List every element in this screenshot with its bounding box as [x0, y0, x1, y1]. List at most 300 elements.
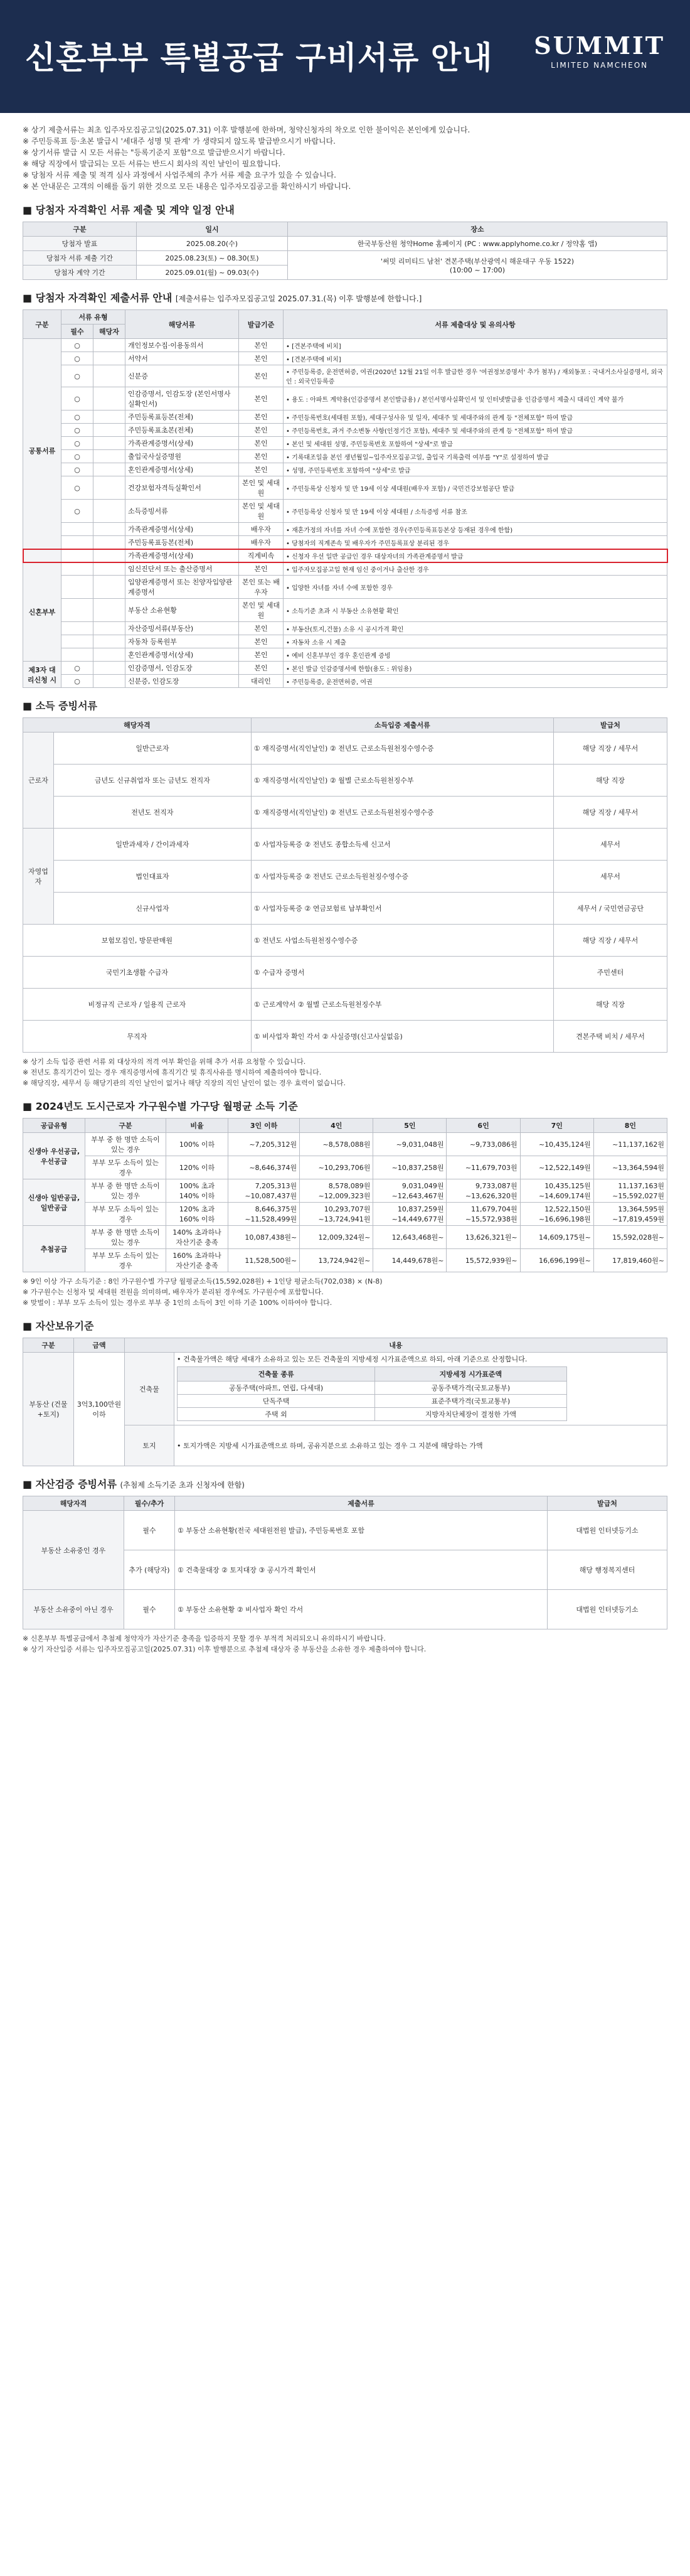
building-table: 건축물 종류 지방세정 시가표준액 공동주택(아파트, 연립, 다세대) 공동주택가격(국토교통부) 단독주택 표준주택가격(국토교통부) 주택 외 지방자치단체장이 결정한 가액	[177, 1366, 567, 1421]
issuer: 배우자	[239, 536, 284, 549]
schedule-label: 당첨자 계약 기간	[23, 266, 137, 280]
asset-sub: 토지	[125, 1425, 174, 1466]
asset-desc: • 토지가액은 지방세 시가표준액으로 하며, 공유지분으로 소유하고 있는 경우 그 지분에 해당하는 가액	[174, 1425, 667, 1466]
notice-list	[23, 124, 667, 192]
table-row	[23, 339, 667, 352]
doc-name: 신분증	[125, 365, 239, 387]
case-mark	[93, 635, 125, 648]
income-issuer: 주민센터	[554, 957, 667, 989]
income-limit: ~10,435,124원	[520, 1133, 593, 1156]
table-row	[23, 1133, 667, 1156]
doc-note: • 신청자 우선 일반 공급인 경우 대상자녀의 가족관계증명서 발급	[284, 549, 667, 562]
doc-name: 자산증빙서류(부동산)	[125, 622, 239, 635]
table-row	[23, 251, 667, 266]
income-limit: 9,733,087원~13,626,320원	[447, 1179, 520, 1203]
table-row	[23, 662, 667, 675]
table-row	[23, 450, 667, 463]
doc-note: • 부동산(토지,건물) 소유 시 공시가격 확인	[284, 622, 667, 635]
income-docs: ① 재직증명서(직인날인) ② 전년도 근로소득원천징수영수증	[251, 733, 553, 765]
doc-name: 건강보험자격득실확인서	[125, 476, 239, 500]
income-issuer: 해당 직장	[554, 989, 667, 1021]
earner-type: 부부 중 한 명만 소득이 있는 경우	[85, 1133, 166, 1156]
income-limit: ~11,679,703원	[447, 1156, 520, 1179]
must-mark: ○	[61, 411, 93, 424]
table-row	[23, 797, 667, 829]
asset-status: 부동산 소유중인 경우	[23, 1511, 124, 1590]
doc-name: 인감증명서, 인감도장	[125, 662, 239, 675]
must-mark	[61, 523, 93, 536]
col-header: 7인	[520, 1119, 593, 1133]
col-header: 발급처	[554, 718, 667, 733]
table-row	[23, 599, 667, 622]
note-line: ※ 해당 직장에서 발급되는 모든 서류는 반드시 회사의 직인 날인이 필요합니다.	[23, 159, 281, 168]
income-limit: 17,819,460원~	[593, 1249, 667, 1272]
income-limit: 13,724,942원~	[300, 1249, 373, 1272]
income-issuer: 견본주택 비치 / 세무서	[554, 1021, 667, 1053]
doc-name: 인감증명서, 인감도장 (본인서명사실확인서)	[125, 387, 239, 411]
table-row	[23, 576, 667, 599]
col-header: 4인	[300, 1119, 373, 1133]
income-limit: 15,592,028원~	[593, 1226, 667, 1249]
earner-type: 부부 모두 소득이 있는 경우	[85, 1249, 166, 1272]
issuer: 배우자	[239, 523, 284, 536]
doc-name: 혼인관계증명서(상세)	[125, 463, 239, 476]
table-row	[23, 1353, 667, 1425]
doc-name: 주민등록표등본(전체)	[125, 536, 239, 549]
must-mark: ○	[61, 424, 93, 437]
req-kind: 추가 (해당자)	[124, 1550, 175, 1590]
must-mark: ○	[61, 365, 93, 387]
must-mark: ○	[61, 387, 93, 411]
must-mark	[61, 549, 93, 562]
issuer: 본인	[239, 339, 284, 352]
income-docs: ① 근로계약서 ② 월별 근로소득원천징수부	[251, 989, 553, 1021]
doc-name: 주민등록표초본(전체)	[125, 424, 239, 437]
issuer: 본인	[239, 562, 284, 576]
criteria-notes	[23, 1276, 667, 1308]
proof-issuer: 해당 행정복지센터	[548, 1550, 667, 1590]
proof-docs: ① 건축물대장 ② 토지대장 ③ 공시가격 확인서	[175, 1550, 548, 1590]
case-mark	[93, 339, 125, 352]
must-mark	[61, 536, 93, 549]
table-row	[23, 1179, 667, 1203]
col-header: 일시	[137, 222, 288, 237]
income-category: 자영업자	[23, 829, 54, 925]
income-notes	[23, 1056, 667, 1088]
table-row	[23, 1021, 667, 1053]
col-header: 서류 제출대상 및 유의사항	[284, 310, 667, 339]
income-issuer: 해당 직장 / 세무서	[554, 797, 667, 829]
doc-name: 신분증, 인감도장	[125, 675, 239, 688]
table-row	[23, 675, 667, 688]
doc-name: 가족관계증명서(상세)	[125, 549, 239, 562]
case-mark	[93, 536, 125, 549]
col-header: 서류 유형	[61, 310, 125, 325]
case-mark	[93, 599, 125, 622]
table-row	[23, 365, 667, 387]
case-mark	[93, 562, 125, 576]
income-limit: 13,364,595원~17,819,459원	[593, 1203, 667, 1226]
income-ratio: 140% 초과하나 자산기준 충족	[166, 1226, 228, 1249]
table-row	[23, 523, 667, 536]
schedule-table	[23, 222, 667, 280]
table-row	[23, 989, 667, 1021]
col-header: 해당자격	[23, 1496, 124, 1511]
section-docs-title: ■ 당첨자 자격확인 제출서류 안내 [제출서류는 입주자모집공고일 2025.07.31.(목) 이후 발행분에 한합니다.]	[23, 292, 422, 304]
case-mark	[93, 523, 125, 536]
income-limit: ~8,578,088원	[300, 1133, 373, 1156]
doc-name: 임신진단서 또는 출산증명서	[125, 562, 239, 576]
table-row	[23, 476, 667, 500]
must-mark	[61, 648, 93, 662]
doc-note: • 본인 발급 인감증명서에 한함(용도 : 위임용)	[284, 662, 667, 675]
table-row	[23, 352, 667, 365]
col-header: 구분	[23, 222, 137, 237]
issuer: 직계비속	[239, 549, 284, 562]
note-line: ※ 해당직장, 세무서 등 해당기관의 직인 날인이 없거나 해당 직장의 직인 날인이 없는 경우 효력이 없습니다.	[23, 1079, 346, 1087]
income-limit: ~11,137,162원	[593, 1133, 667, 1156]
table-row	[23, 437, 667, 450]
note-line: ※ 본 안내문은 고객의 이해를 돕기 위한 것으로 모든 내용은 입주자모집공고를 확인하시기 바랍니다.	[23, 182, 351, 191]
income-docs: ① 사업자등록증 ② 전년도 종합소득세 신고서	[251, 829, 553, 861]
doc-note: • [견본주택에 비치]	[284, 352, 667, 365]
income-docs: ① 비사업자 확인 각서 ② 사실증명(신고사실없음)	[251, 1021, 553, 1053]
col-header: 소득입증 제출서류	[251, 718, 553, 733]
schedule-date: 2025.08.23(토) ~ 08.30(토)	[137, 251, 288, 266]
income-docs: ① 사업자등록증 ② 연금보험료 납부확인서	[251, 893, 553, 925]
case-mark	[93, 424, 125, 437]
income-limit: 12,643,468원~	[373, 1226, 447, 1249]
col-header: 제출서류	[175, 1496, 548, 1511]
case-mark	[93, 648, 125, 662]
income-limit: 10,837,259원~14,449,677원	[373, 1203, 447, 1226]
note-line: ※ 9인 이상 가구 소득기준 : 8인 가구원수별 가구당 월평균소득(15,592,028원) + 1인당 평균소득(702,038) × (N-8)	[23, 1277, 383, 1285]
issuer: 본인 및 세대원	[239, 500, 284, 523]
section-asset-proof-title: ■ 자산검증 증빙서류 (추첨제 소득기준 초과 신청자에 한함)	[23, 1478, 245, 1490]
income-issuer: 해당 직장	[554, 765, 667, 797]
table-row	[23, 957, 667, 989]
table-row	[23, 536, 667, 549]
note-line: ※ 상기 소득 입증 관련 서류 외 대상자의 적격 여부 확인을 위해 추가 서류 요청할 수 있습니다.	[23, 1058, 306, 1066]
doc-name: 혼인관계증명서(상세)	[125, 648, 239, 662]
brand-name: SUMMIT	[534, 31, 665, 60]
earner-type: 부부 중 한 명만 소득이 있는 경우	[85, 1179, 166, 1203]
doc-note: • 주민등록증, 운전면허증, 여권	[284, 675, 667, 688]
income-limit: 11,137,163원~15,592,027원	[593, 1179, 667, 1203]
issuer: 본인	[239, 365, 284, 387]
income-limit: ~8,646,374원	[228, 1156, 300, 1179]
income-docs: ① 수급자 증명서	[251, 957, 553, 989]
note-line: ※ 상기 자산입증 서류는 입주자모집공고일(2025.07.31) 이후 발행분으로 추첨제 대상자 중 부동산을 소유한 경우 제출하여야 합니다.	[23, 1645, 427, 1653]
income-limit: 10,087,438원~	[228, 1226, 300, 1249]
table-row	[23, 1590, 667, 1629]
income-limit: 12,522,150원~16,696,198원	[520, 1203, 593, 1226]
income-limit: 10,435,125원~14,609,174원	[520, 1179, 593, 1203]
asset-sub: 건축물	[125, 1353, 174, 1425]
income-type: 일반과세자 / 간이과세자	[54, 829, 252, 861]
doc-name: 가족관계증명서(상세)	[125, 523, 239, 536]
req-kind: 필수	[124, 1511, 175, 1550]
doc-name: 입양관계증명서 또는 친양자입양관계증명서	[125, 576, 239, 599]
docs-table	[23, 309, 667, 688]
doc-note: • 본인 및 세대원 성명, 주민등록번호 포함하여 "상세"로 발급	[284, 437, 667, 450]
doc-note: • 소득기준 초과 시 부동산 소유현황 확인	[284, 599, 667, 622]
doc-name: 자동차 등록원부	[125, 635, 239, 648]
page-header	[0, 0, 690, 113]
issuer: 본인	[239, 352, 284, 365]
col-header: 필수	[61, 325, 93, 339]
income-limit: 15,572,939원~	[447, 1249, 520, 1272]
must-mark: ○	[61, 476, 93, 500]
schedule-label: 당첨자 서류 제출 기간	[23, 251, 137, 266]
schedule-date: 2025.08.20(수)	[137, 237, 288, 251]
note-line: ※ 맞벌이 : 부부 모두 소득이 있는 경우로 부부 중 1인의 소득이 3인 이하 기준 100% 이하여야 합니다.	[23, 1299, 332, 1307]
doc-note: • 당첨자의 직계존속 및 배우자가 주민등록표상 분리된 경우	[284, 536, 667, 549]
case-mark	[93, 675, 125, 688]
must-mark: ○	[61, 463, 93, 476]
income-issuer: 세무서	[554, 861, 667, 893]
col-header: 6인	[447, 1119, 520, 1133]
income-docs: ① 재직증명서(직인날인) ② 월별 근로소득원천징수부	[251, 765, 553, 797]
must-mark: ○	[61, 500, 93, 523]
case-mark	[93, 549, 125, 562]
table-row	[23, 635, 667, 648]
col-header: 5인	[373, 1119, 447, 1133]
doc-note: • 입주자모집공고일 현재 임신 중이거나 출산한 경우	[284, 562, 667, 576]
doc-note: • 입양한 자녀를 자녀 수에 포함한 경우	[284, 576, 667, 599]
issuer: 본인 및 세대원	[239, 476, 284, 500]
proof-issuer: 대법원 인터넷등기소	[548, 1511, 667, 1550]
table-row	[23, 1203, 667, 1226]
col-header: 발급처	[548, 1496, 667, 1511]
issuer: 대리인	[239, 675, 284, 688]
case-mark	[93, 411, 125, 424]
income-docs: ① 사업자등록증 ② 전년도 근로소득원천징수영수증	[251, 861, 553, 893]
section-income-criteria-title: ■ 2024년도 도시근로자 가구원수별 가구당 월평균 소득 기준	[23, 1100, 298, 1112]
req-kind: 필수	[124, 1590, 175, 1629]
asset-amount: 3억3,100만원 이하	[74, 1353, 125, 1466]
table-row	[23, 1226, 667, 1249]
group-label: 공통서류	[23, 339, 61, 562]
doc-note: • 주민등록증, 운전면허증, 여권(2020년 12월 21일 이후 발급한 경우 '여권정보증명서' 추가 첨부) / 재외동포 : 국내거소사실증명서, 외국인 : 외국인등록증	[284, 365, 667, 387]
issuer: 본인	[239, 411, 284, 424]
case-mark	[93, 437, 125, 450]
note-line: ※ 전년도 휴직기간이 있는 경우 재직증명서에 휴직기간 및 휴직사유를 명시하여 제출하여야 합니다.	[23, 1068, 322, 1076]
table-row	[23, 500, 667, 523]
table-row	[23, 1249, 667, 1272]
income-limit: ~12,522,149원	[520, 1156, 593, 1179]
income-criteria-table	[23, 1118, 667, 1272]
asset-desc: • 건축물가액은 해당 세대가 소유하고 있는 모든 건축물의 지방세정 시가표준액으로 하되, 아래 기준으로 산정합니다. 건축물 종류 지방세정 시가표준액 공동주택(아파트, 연립, 다세대) 공동주택가격(국토교통부) 단독주택 표준주택가격(국토교통부) 주택 외 지방자치단체장이 결정한 가액	[174, 1353, 667, 1425]
issuer: 본인	[239, 648, 284, 662]
income-type: 보험모집인, 방문판매원	[23, 925, 252, 957]
table-row	[23, 463, 667, 476]
issuer: 본인	[239, 424, 284, 437]
income-docs: ① 전년도 사업소득원천징수영수증	[251, 925, 553, 957]
page-title: 신혼부부 특별공급 구비서류 안내	[25, 40, 493, 76]
note-line: ※ 가구원수는 신청자 및 세대원 전원을 의미하며, 배우자가 분리된 경우에도 가구원수에 포함합니다.	[23, 1288, 324, 1296]
income-ratio: 100% 초과 140% 이하	[166, 1179, 228, 1203]
income-docs: ① 재직증명서(직인날인) ② 전년도 근로소득원천징수영수증	[251, 797, 553, 829]
must-mark: ○	[61, 675, 93, 688]
issuer: 본인	[239, 387, 284, 411]
income-ratio: 120% 이하	[166, 1156, 228, 1179]
case-mark	[93, 476, 125, 500]
income-ratio: 120% 초과 160% 이하	[166, 1203, 228, 1226]
doc-note: • 주민등록번호, 과거 주소변동 사항(인정기간 포함), 세대주 및 세대주와의 관계 등 "전체포함" 하여 발급	[284, 424, 667, 437]
proof-docs: ① 부동산 소유현황(전국 세대원전원 발급), 주민등록번호 포함	[175, 1511, 548, 1550]
doc-name: 출입국사실증명원	[125, 450, 239, 463]
table-row	[23, 861, 667, 893]
doc-note: • 주민등록상 신청자 및 만 19세 이상 세대원 / 소득증빙 서류 참조	[284, 500, 667, 523]
supply-type: 추첨공급	[23, 1226, 85, 1272]
note-line: ※ 상기 제출서류는 최초 입주자모집공고일(2025.07.31) 이후 발행분에 한하며, 청약신청자의 착오로 인한 불이익은 본인에게 있습니다.	[23, 126, 470, 134]
col-header: 8인	[593, 1119, 667, 1133]
case-mark	[93, 576, 125, 599]
must-mark	[61, 622, 93, 635]
case-mark	[93, 622, 125, 635]
section-income-title: ■ 소득 증빙서류	[23, 700, 97, 712]
col-header: 3인 이하	[228, 1119, 300, 1133]
note-line: ※ 주민등록표 등·초본 발급시 '세대주 성명 및 관계' 가 생략되지 않도록 발급받으시기 바랍니다.	[23, 137, 336, 146]
case-mark	[93, 463, 125, 476]
table-row	[23, 733, 667, 765]
brand-subtitle: LIMITED NAMCHEON	[551, 61, 649, 70]
issuer: 본인 또는 배우자	[239, 576, 284, 599]
earner-type: 부부 중 한 명만 소득이 있는 경우	[85, 1226, 166, 1249]
must-mark	[61, 635, 93, 648]
schedule-label: 당첨자 발표	[23, 237, 137, 251]
issuer: 본인	[239, 662, 284, 675]
income-limit: ~13,364,594원	[593, 1156, 667, 1179]
col-header: 장소	[288, 222, 667, 237]
income-type: 국민기초생활 수급자	[23, 957, 252, 989]
case-mark	[93, 365, 125, 387]
income-limit: 14,449,678원~	[373, 1249, 447, 1272]
final-notes	[23, 1633, 667, 1655]
table-row	[23, 829, 667, 861]
table-row	[23, 1511, 667, 1550]
income-limit: 14,609,175원~	[520, 1226, 593, 1249]
income-limit: ~7,205,312원	[228, 1133, 300, 1156]
income-ratio: 160% 초과하나 자산기준 충족	[166, 1249, 228, 1272]
income-type: 신규사업자	[54, 893, 252, 925]
must-mark: ○	[61, 450, 93, 463]
table-row	[23, 549, 667, 562]
doc-note: • 성명, 주민등록번호 포함하여 "상세"로 발급	[284, 463, 667, 476]
doc-name: 서약서	[125, 352, 239, 365]
note-line: ※ 당첨자 서류 제출 및 적격 심사 과정에서 사업주체의 추가 서류 제출 요구가 있을 수 있습니다.	[23, 171, 336, 180]
issuer: 본인	[239, 463, 284, 476]
income-issuer: 해당 직장 / 세무서	[554, 925, 667, 957]
col-header: 해당자	[93, 325, 125, 339]
proof-docs: ① 부동산 소유현황 ② 비사업자 확인 각서	[175, 1590, 548, 1629]
income-limit: 7,205,313원~10,087,437원	[228, 1179, 300, 1203]
asset-table	[23, 1338, 667, 1466]
brand-logo	[534, 31, 665, 70]
income-type: 일반근로자	[54, 733, 252, 765]
income-ratio: 100% 이하	[166, 1133, 228, 1156]
income-limit: 10,293,707원~13,724,941원	[300, 1203, 373, 1226]
col-header: 해당자격	[23, 718, 252, 733]
schedule-date: 2025.09.01(월) ~ 09.03(수)	[137, 266, 288, 280]
doc-name: 부동산 소유현황	[125, 599, 239, 622]
earner-type: 부부 모두 소득이 있는 경우	[85, 1203, 166, 1226]
asset-proof-table	[23, 1496, 667, 1629]
col-header: 발급기준	[239, 310, 284, 339]
doc-name: 개인정보수집·이용동의서	[125, 339, 239, 352]
income-limit: ~10,837,258원	[373, 1156, 447, 1179]
issuer: 본인 및 세대원	[239, 599, 284, 622]
must-mark	[61, 562, 93, 576]
table-row	[23, 411, 667, 424]
group-label: 신혼부부	[23, 562, 61, 662]
income-docs-table	[23, 717, 667, 1053]
income-limit: 8,578,089원~12,009,323원	[300, 1179, 373, 1203]
doc-name: 주민등록표등본(전체)	[125, 411, 239, 424]
income-limit: 16,696,199원~	[520, 1249, 593, 1272]
col-header: 구분	[85, 1119, 166, 1133]
must-mark: ○	[61, 352, 93, 365]
doc-note: • [견본주택에 비치]	[284, 339, 667, 352]
asset-div: 부동산 (건물+토지)	[23, 1353, 74, 1466]
proof-issuer: 대법원 인터넷등기소	[548, 1590, 667, 1629]
must-mark: ○	[61, 437, 93, 450]
income-limit: 11,679,704원~15,572,938원	[447, 1203, 520, 1226]
table-row	[23, 237, 667, 251]
doc-note: • 예비 신혼부부인 경우 혼인관계 증빙	[284, 648, 667, 662]
doc-name: 소득증빙서류	[125, 500, 239, 523]
issuer: 본인	[239, 622, 284, 635]
asset-status: 부동산 소유중이 아닌 경우	[23, 1590, 124, 1629]
col-header: 구분	[23, 1338, 74, 1353]
table-row	[23, 387, 667, 411]
doc-note: • 재혼가정의 자녀를 자녀 수에 포함한 경우(주민등록표등본상 등재된 경우에 한함)	[284, 523, 667, 536]
col-header: 공급유형	[23, 1119, 85, 1133]
table-row	[23, 1156, 667, 1179]
doc-note: • 자동차 소유 시 제출	[284, 635, 667, 648]
table-row	[23, 424, 667, 437]
case-mark	[93, 387, 125, 411]
table-row	[23, 925, 667, 957]
table-row	[23, 648, 667, 662]
income-type: 법인대표자	[54, 861, 252, 893]
doc-name: 가족관계증명서(상세)	[125, 437, 239, 450]
supply-type: 신생아 일반공급, 일반공급	[23, 1179, 85, 1226]
case-mark	[93, 662, 125, 675]
income-issuer: 세무서 / 국민연금공단	[554, 893, 667, 925]
income-type: 금년도 신규취업자 또는 금년도 전직자	[54, 765, 252, 797]
income-limit: ~9,031,048원	[373, 1133, 447, 1156]
case-mark	[93, 450, 125, 463]
col-header: 금액	[74, 1338, 125, 1353]
income-issuer: 세무서	[554, 829, 667, 861]
note-line: ※ 신혼부부 특별공급에서 추첨제 청약자가 자산기준 충족을 입증하지 못할 경우 부적격 처리되오니 유의하시기 바랍니다.	[23, 1634, 386, 1643]
col-header: 필수/추가	[124, 1496, 175, 1511]
doc-note: • 용도 : 아파트 계약용(인감증명서 본인발급용) / 본인서명사실확인서 및 인터넷발급용 인감증명서 제출시 대리인 계약 불가	[284, 387, 667, 411]
doc-note: • 기록대조일을 본인 생년월일~입주자모집공고일, 출입국 기록출력 여부를 "Y"로 설정하여 발급	[284, 450, 667, 463]
section-schedule-title: ■ 당첨자 자격확인 서류 제출 및 계약 일정 안내	[23, 204, 235, 216]
issuer: 본인	[239, 635, 284, 648]
supply-type: 신생아 우선공급, 우선공급	[23, 1133, 85, 1179]
issuer: 본인	[239, 450, 284, 463]
col-header: 내용	[125, 1338, 667, 1353]
must-mark	[61, 576, 93, 599]
schedule-place: 한국부동산원 청약Home 홈페이지 (PC : www.applyhome.co.kr / 정약홈 앱)	[288, 237, 667, 251]
income-limit: 11,528,500원~	[228, 1249, 300, 1272]
case-mark	[93, 352, 125, 365]
group-label: 제3자 대리신청 시	[23, 662, 61, 688]
